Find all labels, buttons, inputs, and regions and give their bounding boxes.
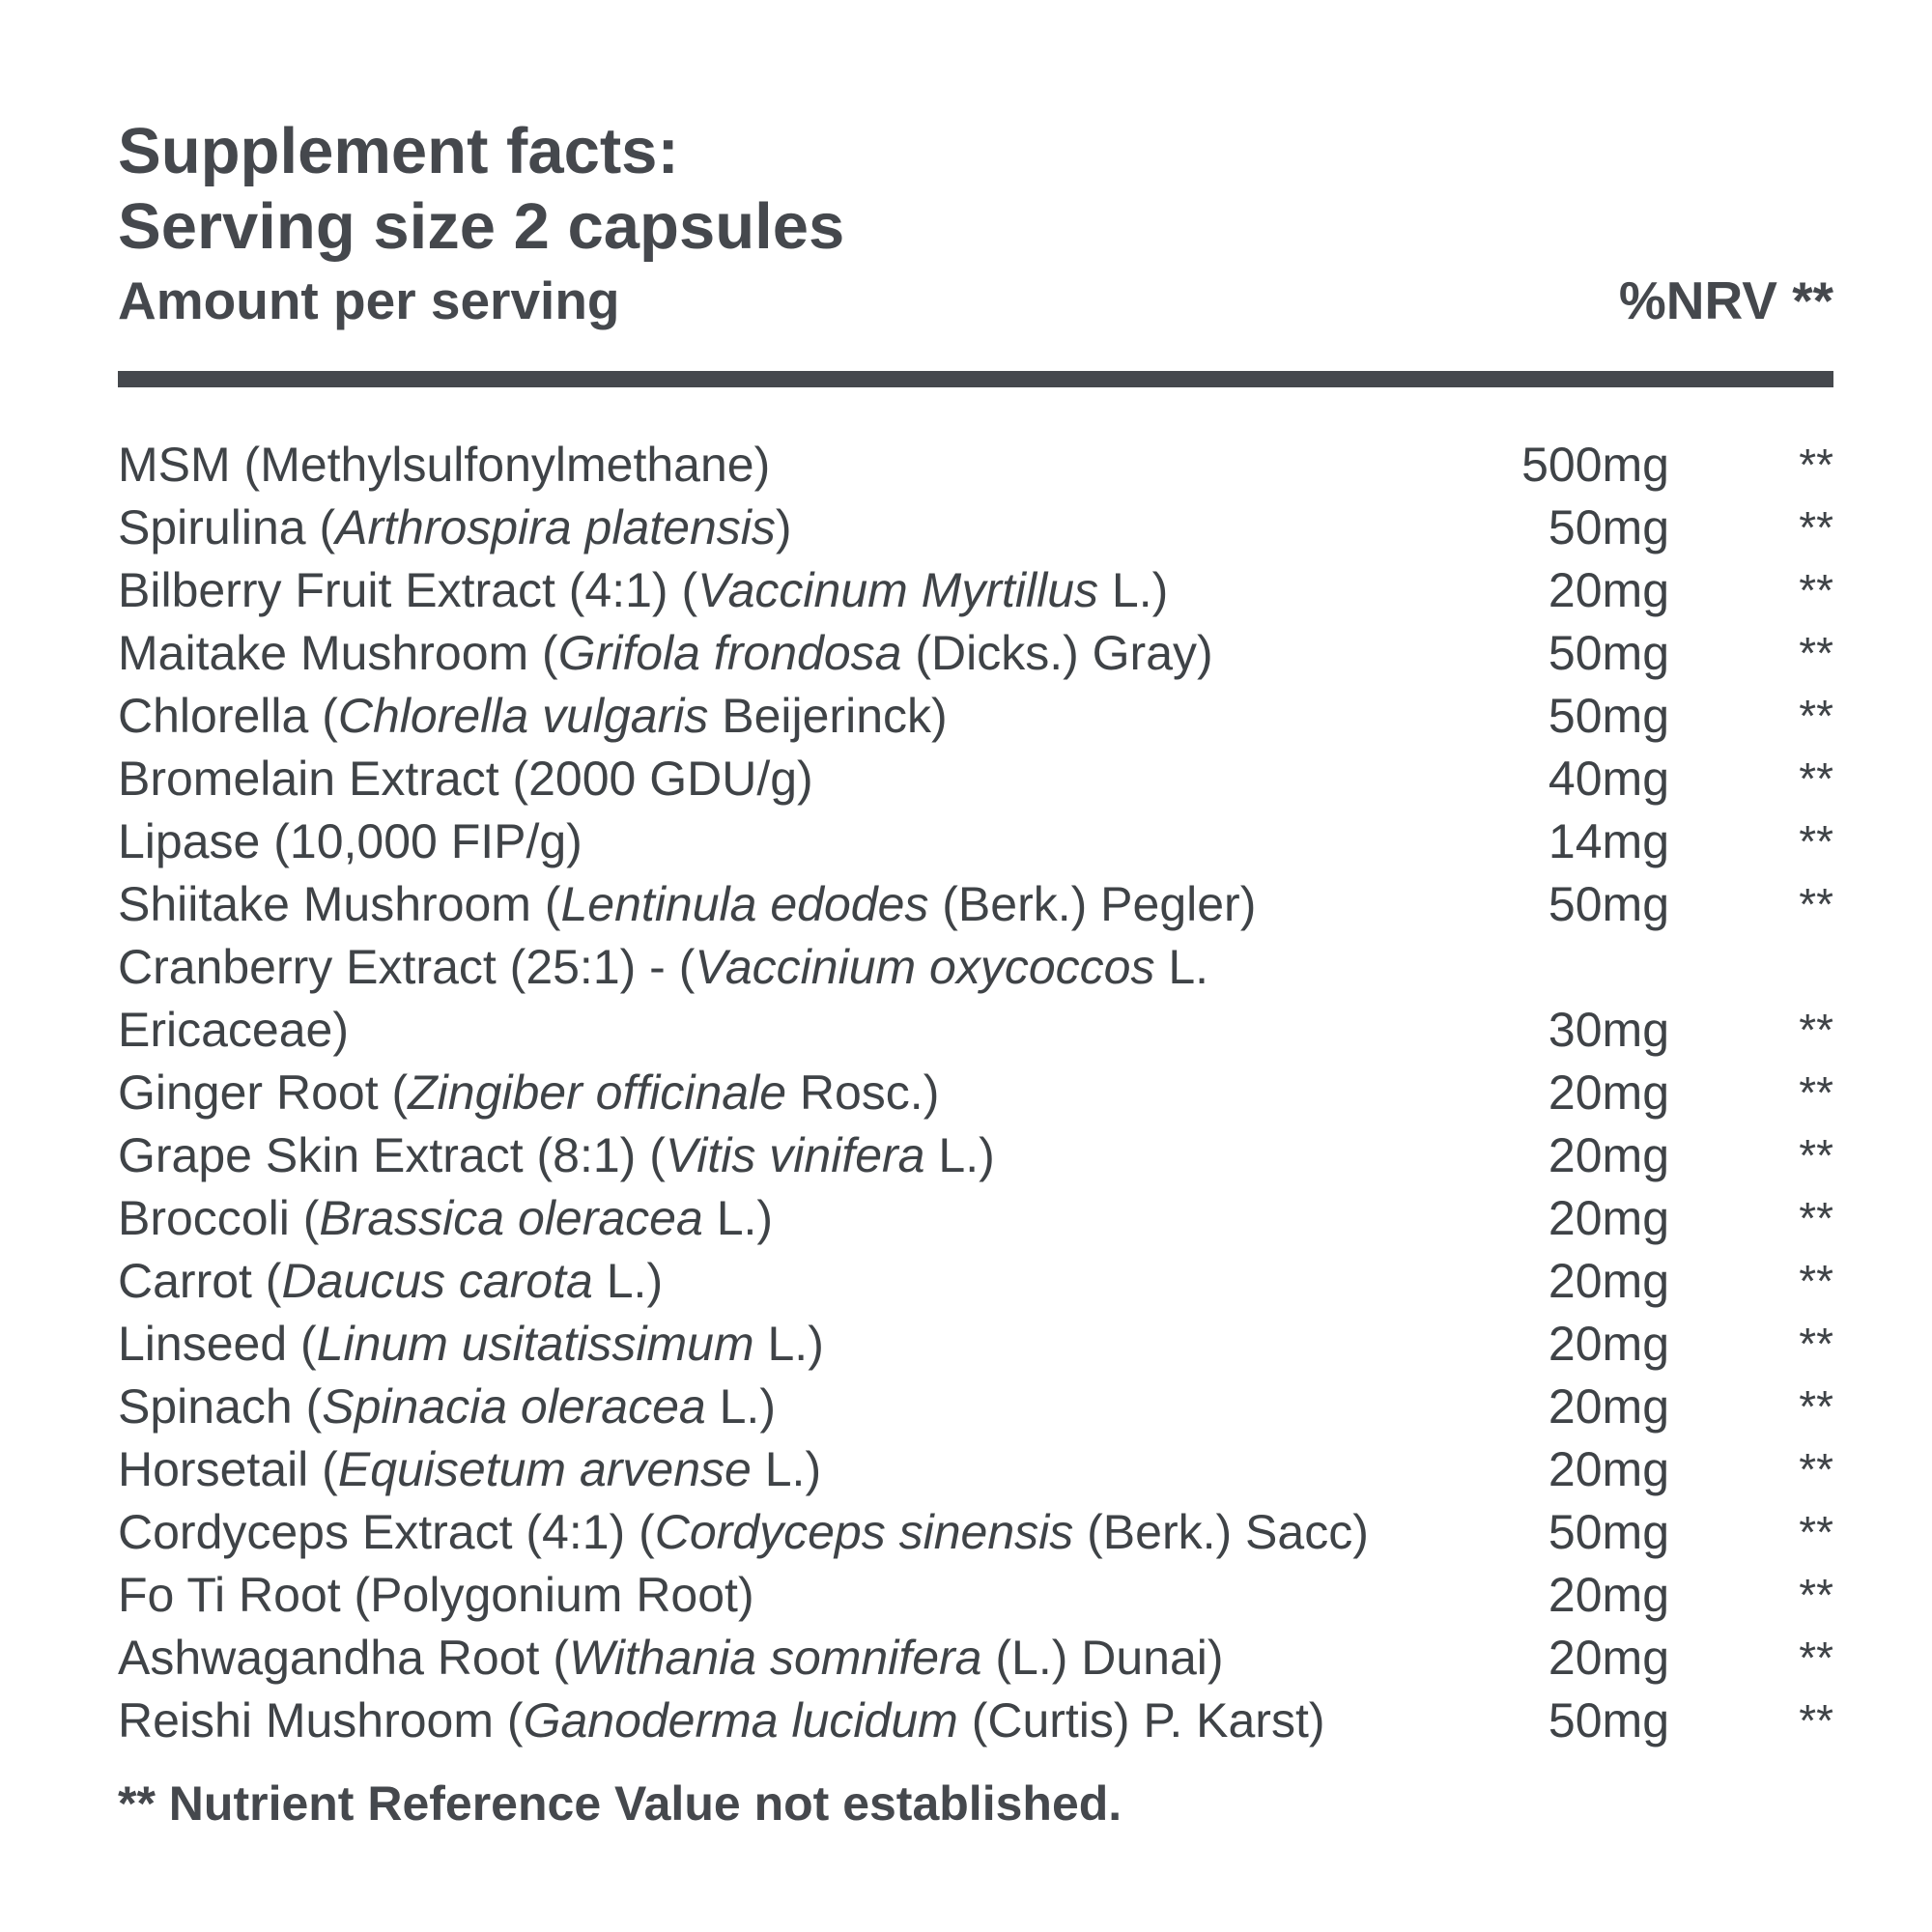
ingredient-name-line bbox=[118, 1062, 1470, 1124]
ingredient-nrv: ** bbox=[1799, 502, 1833, 553]
ingredient-row bbox=[118, 810, 1833, 873]
ingredient-nrv: ** bbox=[1799, 440, 1833, 490]
ingredient-name-suffix: L.) bbox=[1098, 563, 1169, 617]
ingredient-name-suffix: Rosc.) bbox=[786, 1065, 940, 1120]
title-line-2: Serving size 2 capsules bbox=[118, 190, 845, 263]
ingredient-name-suffix: L.) bbox=[592, 1254, 664, 1308]
ingredient-amount: 50mg bbox=[1548, 626, 1669, 680]
ingredient-name-suffix: (L.) Dunai) bbox=[981, 1631, 1224, 1685]
footnote: ** Nutrient Reference Value not established. bbox=[118, 1776, 1122, 1831]
ingredient-name-text: Bilberry Fruit Extract (4:1) ( bbox=[118, 563, 698, 617]
ingredient-amount: 50mg bbox=[1548, 689, 1669, 743]
ingredient-botanical-name: Lentinula edodes bbox=[560, 877, 929, 931]
header-divider bbox=[118, 371, 1833, 387]
ingredient-name bbox=[118, 936, 1470, 1062]
ingredient-name-text: Reishi Mushroom ( bbox=[118, 1693, 524, 1747]
ingredient-row bbox=[118, 1438, 1833, 1501]
ingredient-nrv: ** bbox=[1799, 565, 1833, 615]
ingredient-name-suffix: L.) bbox=[751, 1442, 822, 1496]
ingredient-name-text: Cranberry Extract (25:1) - ( bbox=[118, 940, 696, 994]
ingredient-name-text: Ashwagandha Root ( bbox=[118, 1631, 569, 1685]
ingredient-name bbox=[118, 1313, 1470, 1376]
ingredient-name bbox=[118, 434, 1470, 497]
ingredient-nrv: ** bbox=[1799, 879, 1833, 929]
ingredient-amount: 20mg bbox=[1548, 1442, 1669, 1496]
ingredient-row bbox=[118, 748, 1833, 810]
ingredient-name bbox=[118, 622, 1470, 685]
ingredient-row bbox=[118, 497, 1833, 559]
ingredient-name-line bbox=[118, 622, 1470, 685]
ingredient-name-line bbox=[118, 748, 1470, 810]
ingredient-row bbox=[118, 1124, 1833, 1187]
ingredient-amount: 14mg bbox=[1548, 814, 1669, 868]
ingredient-botanical-name: Vaccinum Myrtillus bbox=[697, 563, 1099, 617]
ingredient-name-text: Bromelain Extract (2000 GDU/g) bbox=[118, 752, 813, 806]
ingredient-amount: 20mg bbox=[1548, 1568, 1669, 1622]
ingredient-name-line bbox=[118, 1376, 1470, 1438]
ingredient-nrv: ** bbox=[1799, 1695, 1833, 1746]
ingredient-botanical-name: Zingiber officinale bbox=[408, 1065, 786, 1120]
ingredient-name bbox=[118, 559, 1470, 622]
ingredient-name-line bbox=[118, 810, 1470, 873]
ingredient-row bbox=[118, 1376, 1833, 1438]
supplement-facts-panel bbox=[118, 114, 1833, 1832]
ingredient-name-text: Ginger Root ( bbox=[118, 1065, 409, 1120]
ingredient-name-text: Carrot ( bbox=[118, 1254, 282, 1308]
ingredient-row bbox=[118, 1627, 1833, 1690]
ingredient-name-suffix: (Berk.) Pegler) bbox=[928, 877, 1257, 931]
ingredient-name-line bbox=[118, 1690, 1470, 1752]
ingredient-name bbox=[118, 497, 1470, 559]
ingredient-name bbox=[118, 1376, 1470, 1438]
amount-per-serving-header: Amount per serving bbox=[118, 270, 620, 330]
ingredient-list bbox=[118, 434, 1833, 1752]
ingredient-name-text: Grape Skin Extract (8:1) ( bbox=[118, 1128, 666, 1182]
ingredient-botanical-name: Chlorella vulgaris bbox=[337, 689, 709, 743]
ingredient-name bbox=[118, 1124, 1470, 1187]
ingredient-nrv: ** bbox=[1799, 691, 1833, 741]
ingredient-name-line bbox=[118, 497, 1470, 559]
ingredient-name-suffix: (Berk.) Sacc) bbox=[1073, 1505, 1369, 1559]
ingredient-row bbox=[118, 1690, 1833, 1752]
ingredient-botanical-name: Linum usitatissimum bbox=[316, 1317, 754, 1371]
ingredient-nrv: ** bbox=[1799, 1507, 1833, 1557]
ingredient-row bbox=[118, 936, 1833, 1062]
ingredient-nrv: ** bbox=[1799, 753, 1833, 804]
ingredient-name-text: Maitake Mushroom ( bbox=[118, 626, 558, 680]
ingredient-name-line bbox=[118, 1124, 1470, 1187]
ingredient-botanical-name: Spinacia oleracea bbox=[322, 1379, 706, 1434]
ingredient-row bbox=[118, 622, 1833, 685]
ingredient-nrv: ** bbox=[1799, 1193, 1833, 1243]
ingredient-nrv: ** bbox=[1799, 1130, 1833, 1180]
ingredient-row bbox=[118, 1062, 1833, 1124]
ingredient-amount: 20mg bbox=[1548, 1254, 1669, 1308]
ingredient-row bbox=[118, 1564, 1833, 1627]
ingredient-name bbox=[118, 810, 1470, 873]
ingredient-name-line bbox=[118, 1501, 1470, 1564]
ingredient-name-text: Spinach ( bbox=[118, 1379, 323, 1434]
ingredient-name bbox=[118, 1564, 1470, 1627]
ingredient-name-suffix: L.) bbox=[924, 1128, 995, 1182]
ingredient-row bbox=[118, 1187, 1833, 1250]
ingredient-name-line bbox=[118, 434, 1470, 497]
ingredient-row bbox=[118, 1501, 1833, 1564]
ingredient-botanical-name: Daucus carota bbox=[281, 1254, 593, 1308]
ingredient-amount: 20mg bbox=[1548, 1128, 1669, 1182]
ingredient-name-suffix: (Curtis) P. Karst) bbox=[957, 1693, 1325, 1747]
ingredient-name-text: Horsetail ( bbox=[118, 1442, 338, 1496]
ingredient-botanical-name: Grifola frondosa bbox=[557, 626, 902, 680]
ingredient-botanical-name: Arthrospira platensis bbox=[335, 500, 776, 554]
ingredient-amount: 20mg bbox=[1548, 563, 1669, 617]
ingredient-name bbox=[118, 873, 1470, 936]
ingredient-name-suffix: L.) bbox=[705, 1379, 776, 1434]
ingredient-name-text: Spirulina ( bbox=[118, 500, 336, 554]
ingredient-name-text: Linseed ( bbox=[118, 1317, 317, 1371]
ingredient-name bbox=[118, 1501, 1470, 1564]
ingredient-name-suffix: L.) bbox=[753, 1317, 824, 1371]
ingredient-name-line bbox=[118, 1438, 1470, 1501]
ingredient-botanical-name: Ganoderma lucidum bbox=[523, 1693, 958, 1747]
ingredient-amount: 50mg bbox=[1548, 1505, 1669, 1559]
ingredient-name-line bbox=[118, 559, 1470, 622]
ingredient-name-text: Broccoli ( bbox=[118, 1191, 320, 1245]
ingredient-name-line bbox=[118, 936, 1470, 999]
ingredient-name-text: Shiitake Mushroom ( bbox=[118, 877, 561, 931]
ingredient-nrv: ** bbox=[1799, 816, 1833, 867]
ingredient-amount: 50mg bbox=[1548, 500, 1669, 554]
ingredient-nrv: ** bbox=[1799, 1570, 1833, 1620]
ingredient-nrv: ** bbox=[1799, 1319, 1833, 1369]
ingredient-name bbox=[118, 1690, 1470, 1752]
ingredient-botanical-name: Equisetum arvense bbox=[337, 1442, 752, 1496]
ingredient-row bbox=[118, 559, 1833, 622]
ingredient-botanical-name: Withania somnifera bbox=[568, 1631, 982, 1685]
ingredient-botanical-name: Vitis vinifera bbox=[665, 1128, 925, 1182]
ingredient-name-text: Cordyceps Extract (4:1) ( bbox=[118, 1505, 655, 1559]
ingredient-name-suffix: L. bbox=[1154, 940, 1209, 994]
ingredient-nrv: ** bbox=[1799, 1005, 1833, 1055]
ingredient-name-line bbox=[118, 1187, 1470, 1250]
ingredient-amount: 40mg bbox=[1548, 752, 1669, 806]
ingredient-amount: 30mg bbox=[1548, 1003, 1669, 1057]
ingredient-amount: 20mg bbox=[1548, 1191, 1669, 1245]
ingredient-name-line bbox=[118, 1250, 1470, 1313]
ingredient-botanical-name: Cordyceps sinensis bbox=[654, 1505, 1074, 1559]
ingredient-name bbox=[118, 1627, 1470, 1690]
ingredient-name bbox=[118, 1438, 1470, 1501]
ingredient-botanical-name: Brassica oleracea bbox=[319, 1191, 703, 1245]
ingredient-name-line bbox=[118, 1564, 1470, 1627]
ingredient-amount: 20mg bbox=[1548, 1631, 1669, 1685]
ingredient-row bbox=[118, 1313, 1833, 1376]
title-line-1: Supplement facts: bbox=[118, 115, 679, 187]
ingredient-name-line bbox=[118, 1627, 1470, 1690]
ingredient-nrv: ** bbox=[1799, 1633, 1833, 1683]
ingredient-nrv: ** bbox=[1799, 1444, 1833, 1494]
ingredient-amount: 50mg bbox=[1548, 877, 1669, 931]
ingredient-name-continuation: Ericaceae) bbox=[118, 1003, 349, 1057]
ingredient-row bbox=[118, 434, 1833, 497]
ingredient-amount: 500mg bbox=[1521, 438, 1669, 492]
ingredient-name-text: Fo Ti Root (Polygonium Root) bbox=[118, 1568, 754, 1622]
ingredient-amount: 20mg bbox=[1548, 1379, 1669, 1434]
ingredient-name bbox=[118, 748, 1470, 810]
ingredient-name-text: Chlorella ( bbox=[118, 689, 338, 743]
ingredient-name-suffix: Beijerinck) bbox=[708, 689, 948, 743]
ingredient-name-suffix: L.) bbox=[702, 1191, 774, 1245]
ingredient-name bbox=[118, 1187, 1470, 1250]
nrv-header: %NRV ** bbox=[1618, 270, 1833, 330]
ingredient-amount: 20mg bbox=[1548, 1065, 1669, 1120]
ingredient-name bbox=[118, 1250, 1470, 1313]
ingredient-name-suffix: ) bbox=[775, 500, 792, 554]
ingredient-amount: 50mg bbox=[1548, 1693, 1669, 1747]
ingredient-name-text: Lipase (10,000 FIP/g) bbox=[118, 814, 582, 868]
ingredient-nrv: ** bbox=[1799, 1381, 1833, 1432]
ingredient-nrv: ** bbox=[1799, 628, 1833, 678]
ingredient-name bbox=[118, 1062, 1470, 1124]
ingredient-name-text: MSM (Methylsulfonylmethane) bbox=[118, 438, 771, 492]
ingredient-nrv: ** bbox=[1799, 1256, 1833, 1306]
ingredient-name-line bbox=[118, 1313, 1470, 1376]
ingredient-row bbox=[118, 1250, 1833, 1313]
column-header-row bbox=[118, 267, 1833, 334]
ingredient-botanical-name: Vaccinium oxycoccos bbox=[695, 940, 1155, 994]
ingredient-row bbox=[118, 685, 1833, 748]
ingredient-nrv: ** bbox=[1799, 1067, 1833, 1118]
ingredient-row bbox=[118, 873, 1833, 936]
ingredient-name bbox=[118, 685, 1470, 748]
ingredient-amount: 20mg bbox=[1548, 1317, 1669, 1371]
ingredient-name-line bbox=[118, 685, 1470, 748]
ingredient-name-suffix: (Dicks.) Gray) bbox=[901, 626, 1213, 680]
ingredient-name-line bbox=[118, 873, 1470, 936]
